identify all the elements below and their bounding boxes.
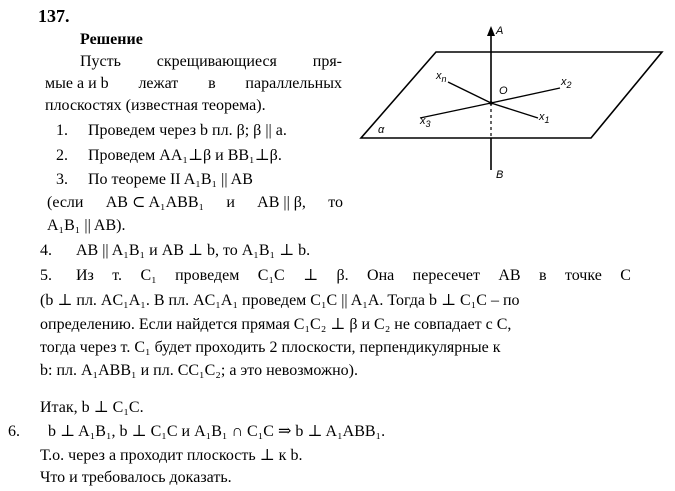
intro-line-1: Пусть скрещивающиеся пря- — [80, 53, 342, 70]
step-2-num: 2. — [56, 147, 68, 164]
label-xn: $x_n$ — [436, 70, 447, 84]
step-3-num: 3. — [56, 171, 68, 188]
step-4-num: 4. — [40, 242, 52, 259]
step-5-line-3: определению. Если найдется прямая C₁C₂ ⊥ β и C₂ не совпадает с C, — [40, 316, 512, 333]
step-6-num: 6. — [8, 423, 20, 440]
step-4-text: AB || A₁B₁ и AB ⊥ b, то A₁B₁ ⊥ b. — [76, 242, 311, 259]
step-1-text: Проведем через b пл. β; β || a. — [88, 122, 287, 139]
intro-line-3: плоскостях (известная теорема). — [45, 97, 266, 114]
label-b: B — [496, 169, 504, 181]
line-xn — [448, 82, 491, 103]
step-6-text: b ⊥ A₁B₁, b ⊥ C₁C и A₁B₁ ∩ C₁C ⇒ b ⊥ A₁ABB₁. — [48, 423, 386, 440]
label-x3: $x_3$ — [420, 115, 431, 129]
label-x1: $x_1$ — [539, 111, 550, 125]
label-o: O — [499, 85, 508, 97]
label-a: A — [496, 25, 504, 37]
label-x2: $x_2$ — [561, 76, 572, 90]
conclusion-1: Итак, b ⊥ C₁C. — [40, 399, 144, 416]
step-2-text: Проведем AA₁⊥β и BB₁⊥β. — [88, 147, 282, 164]
intro-line-2: мые a и b лежат в параллельных — [45, 75, 342, 92]
label-alpha: α — [378, 124, 385, 136]
solution-heading: Решение — [80, 31, 143, 48]
step-5-line-5: b: пл. A₁ABB₁ и пл. CC₁C₂; а это невозможно). — [40, 362, 358, 379]
step-5-num: 5. — [40, 267, 52, 284]
conclusion-2: Т.о. через a проходит плоскость ⊥ к b. — [40, 447, 303, 464]
step-3-cont-line-2: A₁B₁ || AB). — [47, 217, 126, 234]
line-x1 — [491, 103, 538, 118]
step-3-text: По теореме II A₁B₁ || AB — [88, 171, 253, 188]
step-1-num: 1. — [56, 122, 68, 139]
problem-number: 137. — [38, 6, 70, 26]
plane-alpha — [361, 52, 662, 138]
step-5-line-4: тогда через т. C₁ будет проходить 2 плоскости, перпендикулярные к — [40, 339, 501, 356]
step-5-line-1: Из т. C₁ проведем C₁C ⊥ β. Она пересечет AB в точке C — [76, 267, 631, 284]
step-3-cont-line-1: (если AB ⊂ A₁ABB₁ и AB || β, то — [47, 194, 343, 211]
conclusion-3: Что и требовалось доказать. — [40, 469, 232, 486]
arrow-a-icon — [487, 26, 495, 36]
step-5-line-2: (b ⊥ пл. AC₁A₁. В пл. AC₁A₁ проведем C₁C || A₁A. Тогда b ⊥ C₁C – по — [40, 292, 520, 309]
point-o — [489, 101, 493, 105]
line-x3 — [420, 103, 491, 118]
